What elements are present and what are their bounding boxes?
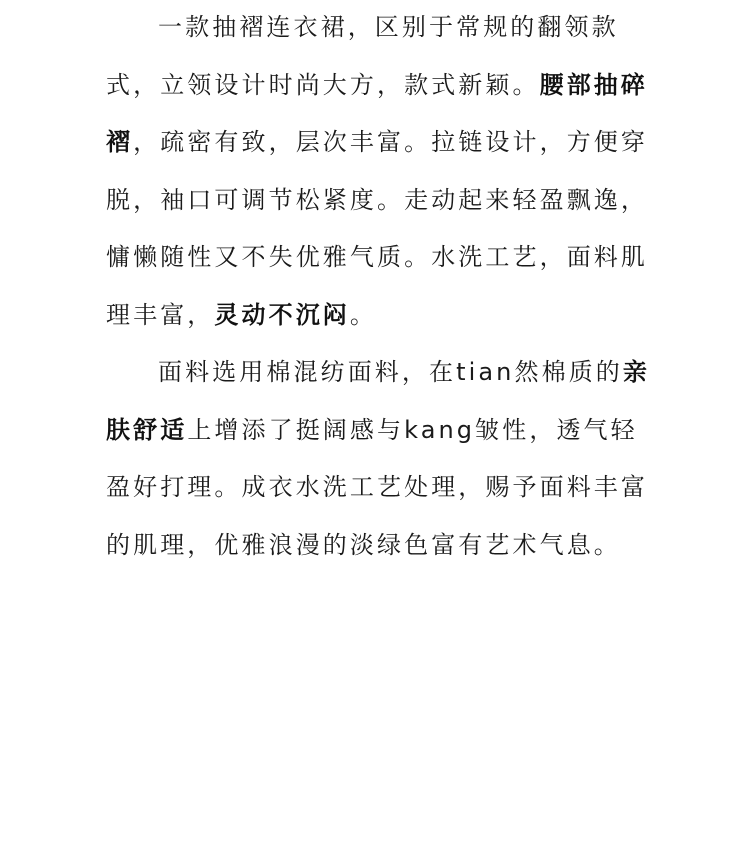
highlight-lively: 灵动不沉闷: [214, 300, 350, 329]
design-text-2: ，疏密有致，层次丰富。拉链设计，方便穿脱，袖口可调节松紧度。走动起来轻盈飘逸，慵懒随性又不失优雅气质。水洗工艺，面料肌理丰富，: [106, 128, 649, 329]
design-text-3: 。: [349, 300, 378, 329]
fabric-text-1: 面料选用棉混纺面料，在tian然棉质的: [158, 358, 623, 386]
paragraph-fabric: [106, 344, 654, 574]
fabric-text-2: 上增添了挺阔感与kang皱性，透气轻盈好打理。成衣水洗工艺处理，赐予面料丰富的肌理，优雅浪漫的淡绿色富有艺术气息。: [106, 415, 648, 559]
product-description: [106, 0, 654, 574]
highlight-waist-pleats: 腰部抽碎褶: [106, 70, 649, 156]
design-text-1: 一款抽褶连衣裙，区别于常规的翻领款式，立领设计时尚大方，款式新颖。: [106, 13, 619, 99]
highlight-skin-friendly: 亲肤舒适: [106, 358, 651, 444]
paragraph-design: [106, 0, 654, 344]
